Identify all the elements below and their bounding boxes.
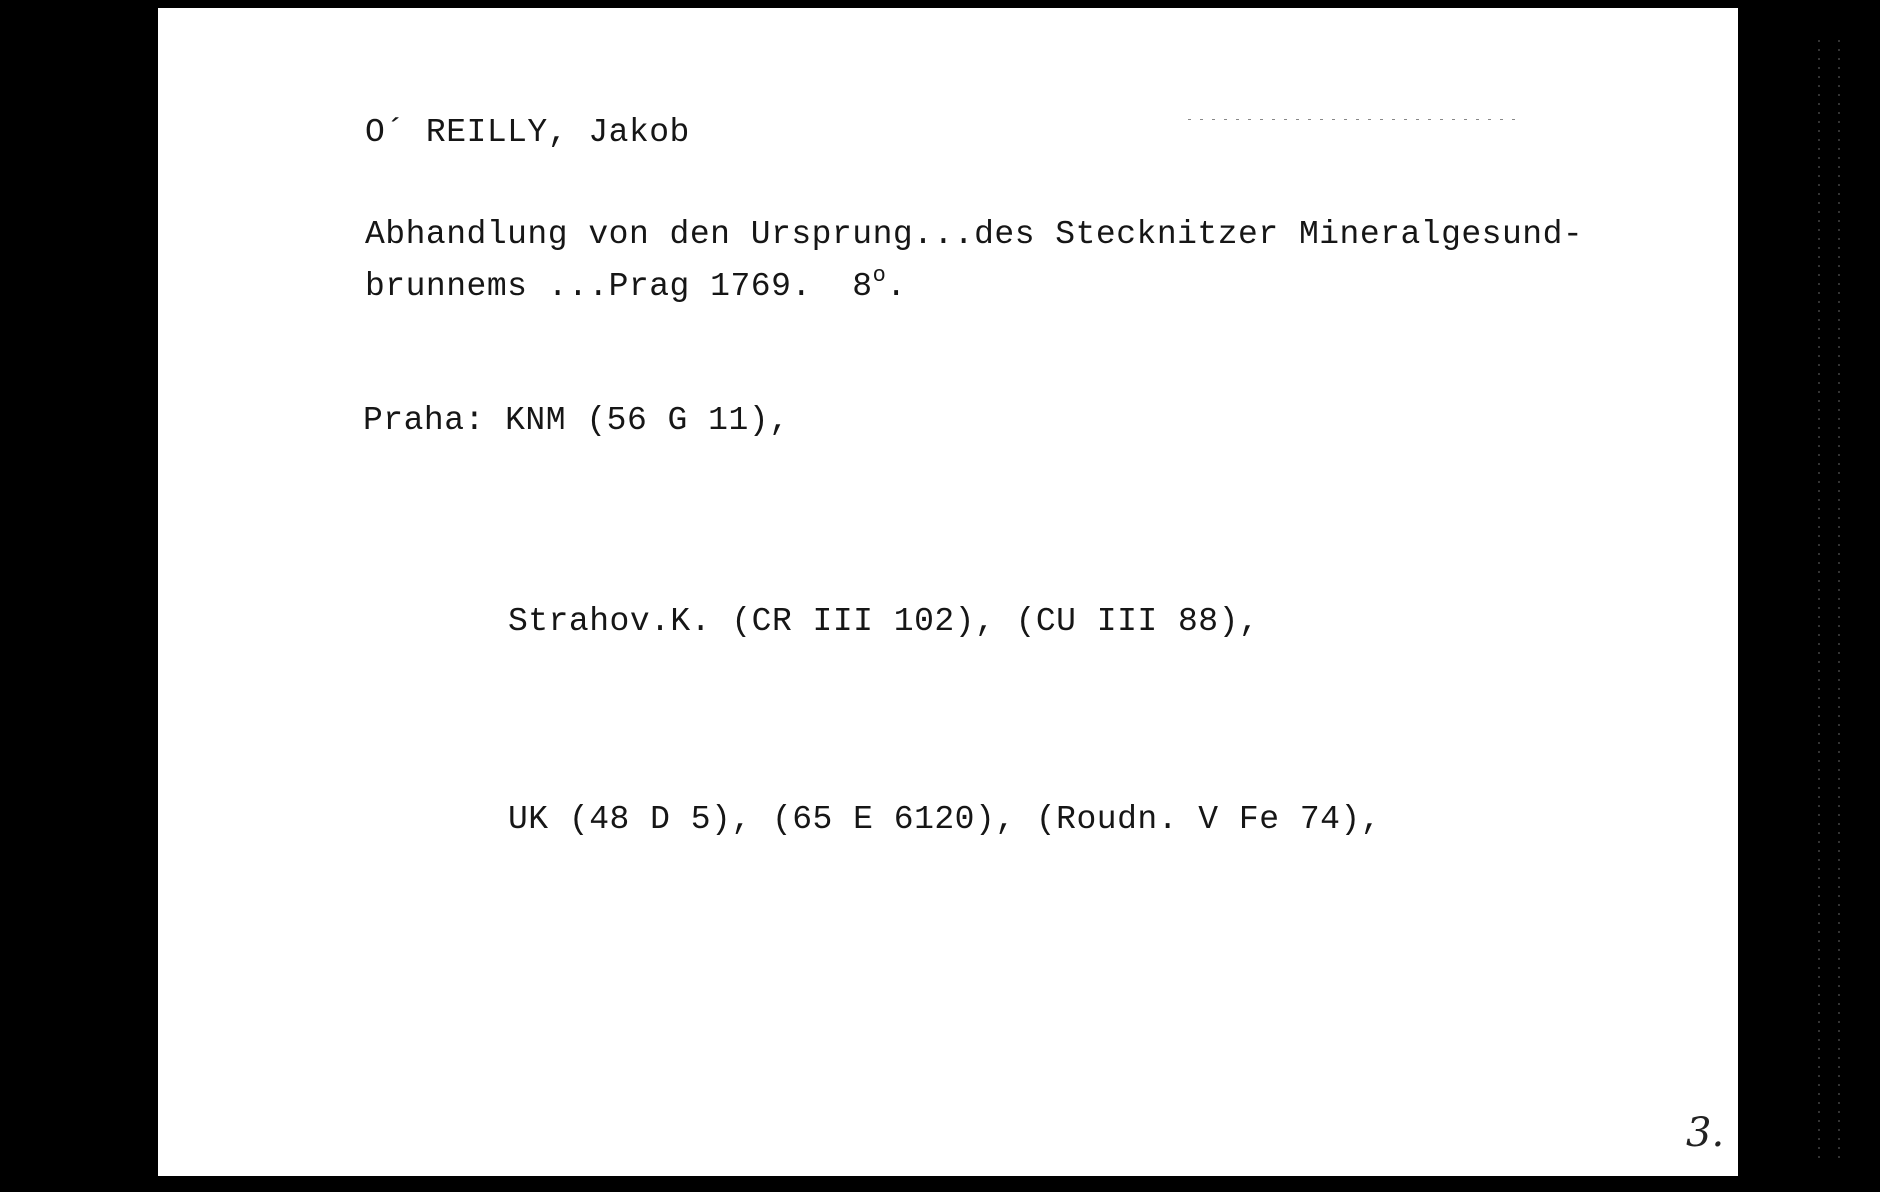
holding-location-uk: UK (48 D 5), (65 E 6120), (Roudn. V Fe 74), bbox=[508, 801, 1382, 838]
holding-location-strahov: Strahov.K. (CR III 102), (CU III 88), bbox=[508, 603, 1260, 640]
scan-edge-noise-2 bbox=[1838, 40, 1840, 1160]
catalog-card bbox=[158, 8, 1738, 1176]
holding-location-prague: Praha: KNM (56 G 11), bbox=[363, 402, 790, 439]
handwritten-card-number: 3. bbox=[1686, 1110, 1725, 1156]
format-superscript: o bbox=[872, 263, 887, 288]
faint-mark bbox=[1188, 119, 1518, 120]
author-heading: O´ REILLY, Jakob bbox=[365, 114, 690, 151]
title-line-2 bbox=[365, 263, 907, 305]
format-end: . bbox=[886, 268, 907, 305]
title-line-1: Abhandlung von den Ursprung...des Stecknitzer Mineralgesund- bbox=[365, 216, 1584, 253]
scan-edge-noise-1 bbox=[1818, 40, 1820, 1160]
title-line-2-text: brunnems ...Prag 1769. 8 bbox=[365, 268, 873, 305]
